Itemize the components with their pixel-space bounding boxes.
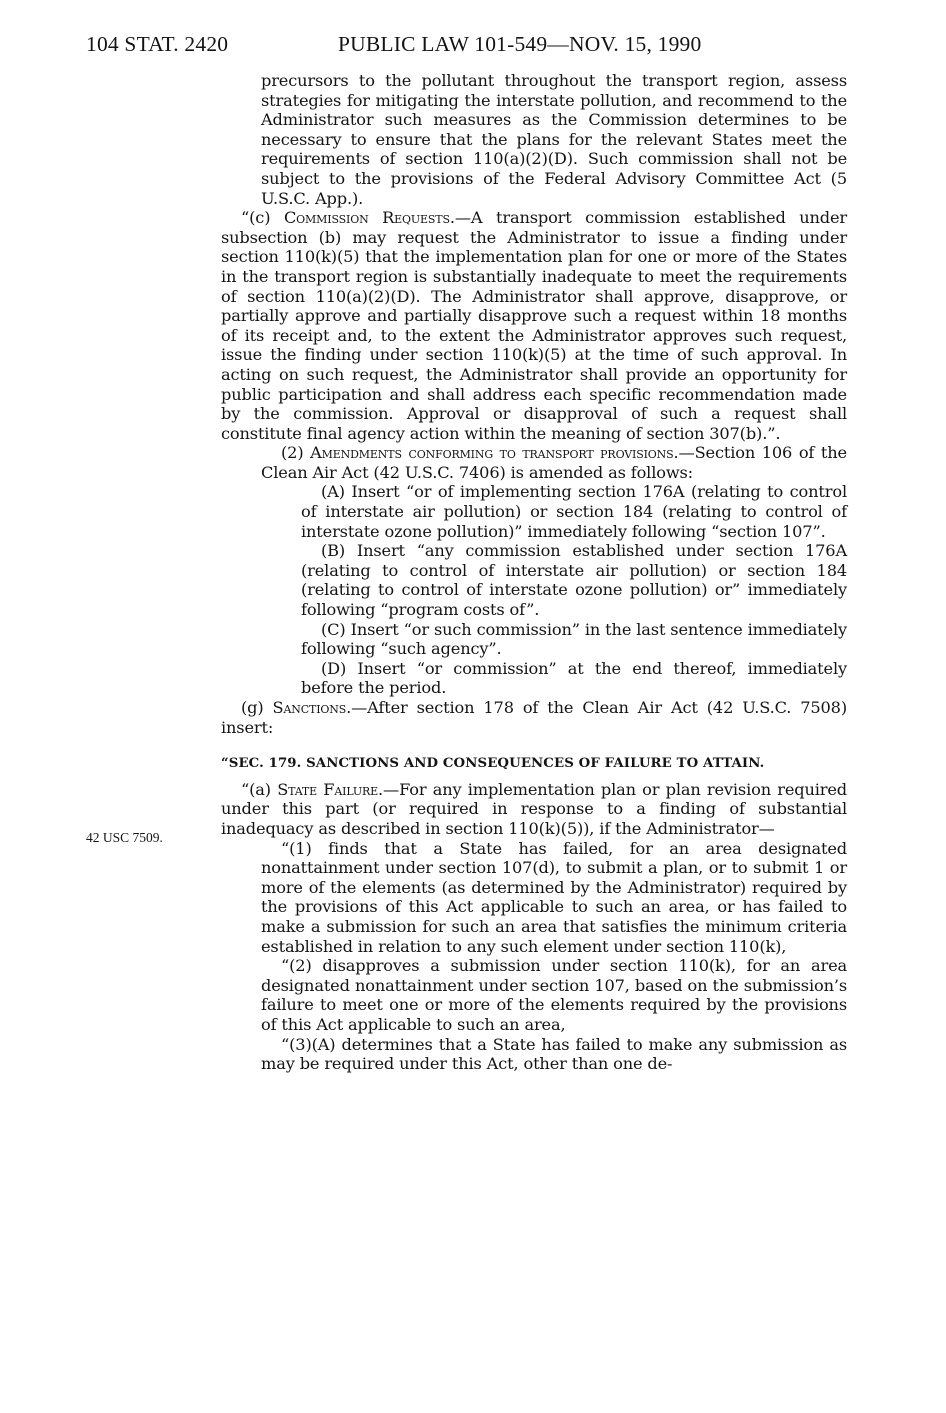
section-heading: “SEC. 179. SANCTIONS AND CONSEQUENCES OF FAILURE TO ATTAIN. xyxy=(221,756,765,772)
subsection-heading-state-failure: State Failure xyxy=(277,779,379,799)
paragraph-amendments-conforming: (2) Amendments conforming to transport provisions.—Section 106 of the Clean Air Act (42 U.S.C. 7406) is amended as follows: xyxy=(261,443,847,482)
page-reference: 104 STAT. 2420 xyxy=(86,32,229,56)
subsection-heading-amendments: Amendments conforming to transport provisions xyxy=(310,443,674,463)
subsection-heading-sanctions: Sanctions xyxy=(272,698,347,717)
document-body xyxy=(221,71,847,1074)
item-d: (D) Insert “or commission” at the end thereof, immediately before the period. xyxy=(301,658,847,698)
margin-citation: 42 USC 7509. xyxy=(86,830,163,845)
item-a: (A) Insert “or of implementing section 176A (relating to control of interstate air pollution) or section 184 (relating to control of interstate ozone pollution)” immediately following “section 107”. xyxy=(301,482,847,541)
item-b: (B) Insert “any commission established under section 176A (relating to control of interstate air pollution) or section 184 (relating to control of interstate ozone pollution) or” immediately following “program costs of”. xyxy=(301,541,847,620)
clause-1: “(1) finds that a State has failed, for an area designated nonattainment under section 107(d), to submit a plan, or to submit 1 or more of the elements (as determined by the Administrator) required by the provisions of this Act applicable to such an area, or has failed to make a submission for such an area that satisfies the minimum criteria established in relation to any such element under section 110(k), xyxy=(261,838,847,956)
paragraph-precursors: precursors to the pollutant throughout the transport region, assess strategies for mitigating the interstate pollution, and recommend to the Administrator such measures as the Commission determines to be necessary to ensure that the plans for the relevant States meet the requirements of section 110(a)(2)(D). Such commission shall not be subject to the provisions of the Federal Advisory Committee Act (5 U.S.C. App.). xyxy=(261,71,847,208)
subsection-heading-commission-requests: Commission Requests xyxy=(283,208,450,228)
clause-2: “(2) disapproves a submission under section 110(k), for an area designated nonattainment under section 107, based on the submission’s failure to meet one or more of the elements required by the provisions of this Act applicable to such an area, xyxy=(261,956,847,1034)
item-c: (C) Insert “or such commission” in the last sentence immediately following “such agency”. xyxy=(301,619,847,659)
paragraph-commission-requests: “(c) Commission Requests.—A transport commission established under subsection (b) may request the Administrator to issue a finding under section 110(k)(5) that the implementation plan for one or more of the States in the transport region is substantially inadequate to meet the requirements of section 110(a)(2)(D). The Administrator shall approve, disapprove, or partially approve and partially disapprove such a request within 18 months of its receipt and, to the extent the Administrator approves such request, issue the finding under section 110(k)(5) at the time of such approval. In acting on such request, the Administrator shall provide an opportunity for public participation and shall address each specific recommendation made by the commission. Approval or disapproval of such a request shall constitute final agency action within the meaning of section 307(b).”. xyxy=(221,208,847,443)
paragraph-state-failure: “(a) State Failure.—For any implementation plan or plan revision required under this part (or required in response to a finding of substantial inadequacy as described in section 110(k)(5)), if the Administrator— xyxy=(221,779,848,838)
law-title: PUBLIC LAW 101-549—NOV. 15, 1990 xyxy=(338,32,702,56)
paragraph-sanctions: (g) Sanctions.—After section 178 of the Clean Air Act (42 U.S.C. 7508) insert: xyxy=(221,698,847,737)
clause-3a: “(3)(A) determines that a State has failed to make any submission as may be required under this Act, other than one de- xyxy=(261,1034,847,1074)
page-header xyxy=(86,32,860,62)
